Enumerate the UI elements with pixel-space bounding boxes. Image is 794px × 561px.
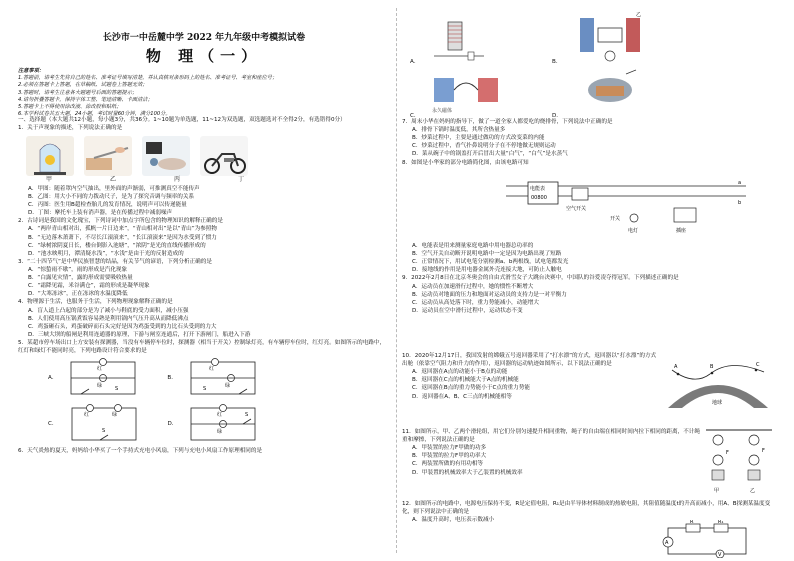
q11-block [402,428,702,477]
meter-label: 电能表 [530,186,546,192]
option: B．炒菜过程中，主要是通过做功的方式改变菜的内能 [412,135,545,142]
notice-item: 3.答题时，请考生注意各大题题号后面的答题提示； [18,89,138,96]
question-stem: 2．古诗词是我国的文化瑰宝，下列诗词中加点字所包含的物理知识的解释正确的是 [18,218,223,225]
subject-title: 物 理（一） [145,47,263,65]
air-switch-label: 空气开关 [566,206,587,212]
ruler-image [84,136,132,176]
meter-label: A [665,540,669,546]
option: C．“霜降见霜，米谷满仓”，霜的形成是凝华现象 [28,283,150,290]
lamp-label: 电灯 [628,228,639,234]
speaker-diagram [566,66,656,118]
exam-title: 长沙市一中岳麓中学 2022 年九年级中考模拟试卷 [102,33,306,43]
notice-item: 2.必须在答题卡上答题，在草稿纸、试题卷上答题无效； [18,82,148,89]
option: C．“绿树浓阴夏日长，楼台倒影入池塘”，“浓阴”是光的直线传播形成的 [28,242,206,249]
option: C．正常情况下，用试电笔分别检测a、b两根线，试电笔都发光 [412,259,569,266]
earth-label: 地球 [712,400,723,406]
question-stem: 6．天气炎热的夏天，妈妈给小华买了一个手持式充电小风扇，下列与充电小风扇工作原理相同的是 [18,448,263,455]
force-label: F [762,448,765,454]
bell-jar-image [26,136,74,176]
notice-item: 6.本学科试卷共五大题，24小题，考试时量60分钟，满分100分。 [18,111,171,118]
option: B．人们使用高压锅煮饭容易熟是利用锅内气压升高从而降低沸点 [28,315,189,322]
option: C．两装置所做的有用功相等 [412,461,484,468]
resistor-label: R₁ [718,520,724,525]
question-stem: 1．关于声现象的描述，下列说法正确的是 [18,125,123,132]
socket-label: 插座 [676,228,687,234]
right-column [402,0,778,561]
q6-figures [410,8,770,118]
lamp-label: 红 [217,412,223,419]
option: D．丁图：摩托车上装有消声器，是在传播过程中减弱噪声 [28,210,173,217]
question-stem: 8．如图是小华家的部分电路简化图，由该电路可知 [402,159,529,166]
pulley-systems-diagram [702,428,776,498]
figure-label: 丙 [174,176,181,184]
question-stem: 10．2020年12月17日，我国发射的嫦娥五号返回器采用了“打水漂”的方式，返回器以“打水漂”的方式出舱（依靠空气阻力和升力的作用），返回器的运动轨迹如图所示，以下说法正确的是 [402,353,657,368]
electromagnet-diagram [424,12,504,68]
left-column [18,0,390,561]
circuit-diagram-c [60,404,142,444]
option: D．接地线的作用是用电器金属外壳连接大地，可防止人触电 [412,267,562,274]
force-label: F [726,450,729,456]
option: C．丙图：医生用B超检查胎儿的发育情况，说明声可以传递能量 [28,202,187,209]
notice-item: 4.请勿折叠答题卡，保持字体工整、笔迹清晰、卡面清洁； [18,96,153,103]
notice-item: 5.答题卡上不得使用涂改液、涂改胶和贴纸； [18,103,122,110]
option: C．鸡蛋砸石头，鸡蛋破碎而石头完好是因为鸡蛋受到的力比石头受到的力大 [28,323,217,330]
option: C．运动员从高处落下时，重力势能减小，动能增大 [412,299,539,306]
lamp-label: 红 [208,366,214,373]
notice-item: 1.答题前，请考生先将自己的姓名、准考证号填写清楚，并认真核对条形码上的姓名、准考证号、考室和座位号； [18,75,278,82]
lamp-label: 绿 [97,383,103,390]
lamp-label: 绿 [217,429,223,436]
lamp-label: 红 [83,412,89,419]
thermistor-circuit-diagram [660,520,752,558]
line-label: b [738,200,742,206]
option-label: D． [167,421,178,428]
switch-label: S [202,386,207,393]
svg-text:永久磁体: 永久磁体 [432,108,453,114]
household-circuit-diagram [506,178,746,240]
lamp-label: 红 [97,366,103,373]
q8-options [402,242,774,315]
figure-label: 乙 [750,488,756,494]
lamp-label: 绿 [111,412,117,419]
figure-label: 甲 [46,176,53,184]
motor-diagram [566,10,656,66]
option: D．三峡大坝的船闸是利用连通器的原理，下游与闸室连通后，打开下游闸门，船进入下游 [28,331,251,338]
option: B．空气开关自动断开说明电路中一定是因为电路出现了短路 [412,251,562,258]
option: B．乙图：用大小不同的力拨动尺子，是为了探究音调与频率的关系 [28,194,195,201]
option: A．温度升高时，电压表示数减小 [412,517,495,524]
option-label: B． [167,375,177,382]
q5-circuits-row1 [18,355,390,401]
option: D．“池水映明月，潭清疑水浅”，“水浅”是由于光的反射造成的 [28,250,184,257]
generator-diagram [424,68,514,118]
option-label: C． [410,113,420,119]
column-divider [396,8,397,553]
meter-digits: 00800 [531,195,547,201]
circuit-diagram-a [59,358,141,398]
option: D．返回器在A、B、C三点的机械能相等 [412,393,512,400]
option: A．运动员在加速滑行过程中，她的惯性不断增大 [412,283,534,290]
question-stem: 9．2022年2月8日在北京冬奥会的自由式滑雪女子大跳台决赛中，中国队的谷爱凌夺得冠军。下列描述正确的是 [402,275,679,282]
option: A．甲装置的拉力F甲做的功多 [412,445,487,452]
question-stem: 7．周末小华在妈妈的指导下，做了一道全家人都爱吃的烧排骨，下列说法中正确的是 [402,119,613,125]
switch-label: 开关 [610,216,621,222]
option: C．炒菜过程中，香气扑鼻说明分子在不停地做无规则运动 [412,143,556,150]
option: C．返回器在B点的重力势能小于C点的重力势能 [412,385,530,392]
option: A．返回器在A点的动能小于B点的动能 [412,369,508,376]
q5-circuits-row2 [18,401,390,447]
option: B．运动员对地面的压力和地面对运动员的支持力是一对平衡力 [412,291,567,298]
switch-label: S [115,386,119,393]
point-label: C [756,362,760,368]
figure-label: 甲 [714,488,720,494]
q10-block [402,352,657,401]
option: A．电能表是用来测量家庭电路中用电器总功率的 [412,243,534,249]
option: B．返回器在C点的机械能大于A点的机械能 [412,377,519,384]
option: D．甲装置的机械效率大于乙装置的机械效率 [412,469,523,476]
resistor-label: R [690,520,694,525]
q7-block [402,118,774,167]
reentry-trajectory-diagram [664,352,772,410]
option: D．“大寒冻冰”，正在冻冰的水温度降低 [28,291,128,298]
option: A．“惊蛰雨不歇”，雨的形成是汽化现象 [28,267,128,273]
option: B．甲装置的拉力F甲的功率大 [412,453,487,460]
switch-label: S [245,412,249,419]
option: A．“两岸青山相对出，孤帆一片日边来”，“青山相对出”是以“青山”为参照物 [28,226,218,233]
notice-block [18,68,390,118]
line-label: a [738,180,742,186]
option-label: A． [410,59,420,65]
point-label: A [674,364,678,370]
question-stem: 4．物理源于生活，也服务于生活，下列物理现象解释正确的是 [18,299,173,306]
section-one [18,116,390,455]
question-stem: 5．某超市停车场出口上方安装有探测器，当没有车辆停车位时，探测器（相当于开关）控制绿灯亮，有车辆停车位时，红灯亮。如图所示的电路中，红灯和绿灯不能同时亮，下列电路设计符合要求的是 [18,339,386,355]
motorcycle-image [200,136,248,176]
figure-label: 乙 [636,12,642,18]
option-label: A． [48,375,58,382]
point-label: B [710,364,714,370]
option: A．排骨下锅时温度低，其所含热量多 [412,127,506,134]
switch-label: S [101,428,105,435]
option: A．甲图：随着罩内空气抽出，里外面的声渐弱，可推测真空不能传声 [28,185,200,192]
section-heading: 一、选择题（本大题共12小题，每小题3分，共36分。1~10题为单选题，11~12为双选题，双选题选对不全得2分，有选错得0分） [18,117,346,123]
meter-label: V [718,552,722,558]
option: B．“白露见灾情”，露的形成需要吸收热量 [28,275,133,282]
q1-figure-labels [18,176,390,185]
option-label: C． [48,421,58,428]
question-stem: 3．“二十四节气”是中华民族智慧的结晶，有关节气的谚语，下列分析正确的是 [18,258,212,265]
ultrasound-image [142,136,190,176]
circuit-diagram-d [179,404,261,444]
question-stem: 11．如图所示，甲、乙两个滑轮组，用它们分别匀速提升相同重物，绳子的自由端在相同时间内拉下相同的距离，不计绳重和摩擦，下列说法正确的是 [402,429,700,444]
lamp-label: 绿 [224,383,230,390]
option: A．盲人道上凸起的部分是为了减小与鞋底的受力面积，减小压强 [28,307,189,314]
option-label: D． [552,113,562,119]
circuit-diagram-b [179,358,261,398]
figure-label: 乙 [110,176,117,184]
option-label: B． [552,59,562,65]
option: D．运动员在空中滑行过程中，运动状态不变 [412,307,523,314]
q1-figures [18,132,390,176]
figure-label: 丁 [238,176,245,184]
notice-heading: 注意事项： [18,68,44,74]
question-stem: 12．如图所示的电路中，电源电压保持不变，R是定值电阻，R₁是由半导体材料制成的热敏电阻，其阻值随温度t的升高而减小，用A、B探测某温度变化，则下列说法中正确的是 [402,501,771,516]
option: D．菜从碗子中的锅盖打开后冒出大量“白气”，“白气”是水蒸气 [412,151,568,158]
option: B．“无边落木萧萧下，不尽长江滚滚来”，“长江滚滚来”是因为水受到了惯力 [28,234,217,241]
